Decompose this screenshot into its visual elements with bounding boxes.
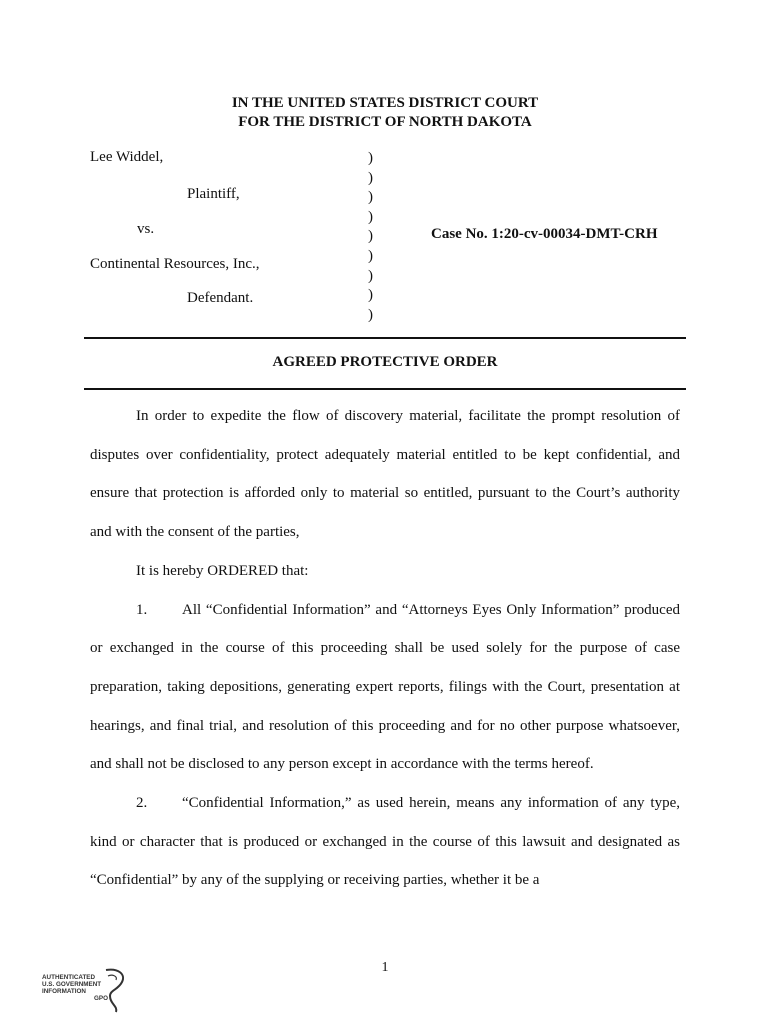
- divider-bottom: [84, 388, 686, 390]
- caption-paren: ): [368, 169, 373, 186]
- eagle-wing-icon: [108, 975, 116, 980]
- caption-paren: ): [368, 150, 373, 166]
- order-title: AGREED PROTECTIVE ORDER: [272, 354, 498, 370]
- case-caption: [90, 149, 690, 324]
- caption-paren: ): [368, 306, 373, 323]
- seal-text-line2: U.S. GOVERNMENT: [42, 981, 102, 988]
- paragraph-1-text: All “Confidential Information” and “Attorneys Eyes Only Information” produced or exchanged in the course of this proceeding shall be used solely for the purpose of case preparation, taking depositions, generating expert reports, filings with the Court, presentation at hearings, and final trial, and resolution of this proceeding and for no other purpose whatsoever, and shall not be disclosed to any person except in accordance with the terms hereof.: [90, 601, 680, 773]
- paragraph-1-number: 1.: [136, 601, 148, 618]
- order-body: [90, 397, 680, 900]
- caption-paren: ): [368, 189, 373, 206]
- seal-text-line4: GPO: [94, 995, 108, 1002]
- court-name: IN THE UNITED STATES DISTRICT COURT: [231, 95, 539, 111]
- caption-paren: ): [368, 287, 373, 304]
- defendant-name: Continental Resources, Inc.,: [90, 256, 260, 272]
- caption-paren: ): [368, 247, 373, 264]
- paragraph-2: [90, 784, 680, 900]
- seal-text-line3: INFORMATION: [42, 988, 86, 995]
- seal-text-line1: AUTHENTICATED: [42, 974, 96, 981]
- paragraph-1: [90, 591, 680, 785]
- gpo-seal-logo: [40, 966, 130, 1016]
- caption-paren: ): [368, 267, 373, 284]
- divider-top: [84, 337, 686, 339]
- ordered-line: It is hereby ORDERED that:: [136, 562, 309, 579]
- intro-paragraph: In order to expedite the flow of discovery material, facilitate the prompt resolution of disputes over confidentiality, protect adequately material entitled to be kept confidential, and ensure that protection is afforded only to material so entitled, pursuant to the Court’s authority and with the consent of the parties,: [90, 408, 680, 541]
- page-number: 1: [381, 960, 389, 975]
- paragraph-2-number: 2.: [136, 795, 148, 812]
- versus-label: vs.: [137, 221, 155, 237]
- plaintiff-label: Plaintiff,: [187, 186, 240, 202]
- caption-paren: ): [368, 208, 373, 225]
- caption-paren: ): [368, 228, 373, 245]
- plaintiff-name: Lee Widdel,: [90, 149, 164, 165]
- case-number: Case No. 1:20-cv-00034-DMT-CRH: [431, 226, 658, 242]
- caption-parentheses: [368, 149, 373, 325]
- court-district: FOR THE DISTRICT OF NORTH DAKOTA: [238, 114, 532, 130]
- paragraph-2-text: “Confidential Information,” as used herein, means any information of any type, kind or character that is produced or exchanged in the course of this lawsuit and designated as “Confidential” by any of the supplying or receiving parties, whether it be a: [90, 795, 680, 889]
- court-header: [0, 94, 770, 132]
- defendant-label: Defendant.: [187, 290, 254, 306]
